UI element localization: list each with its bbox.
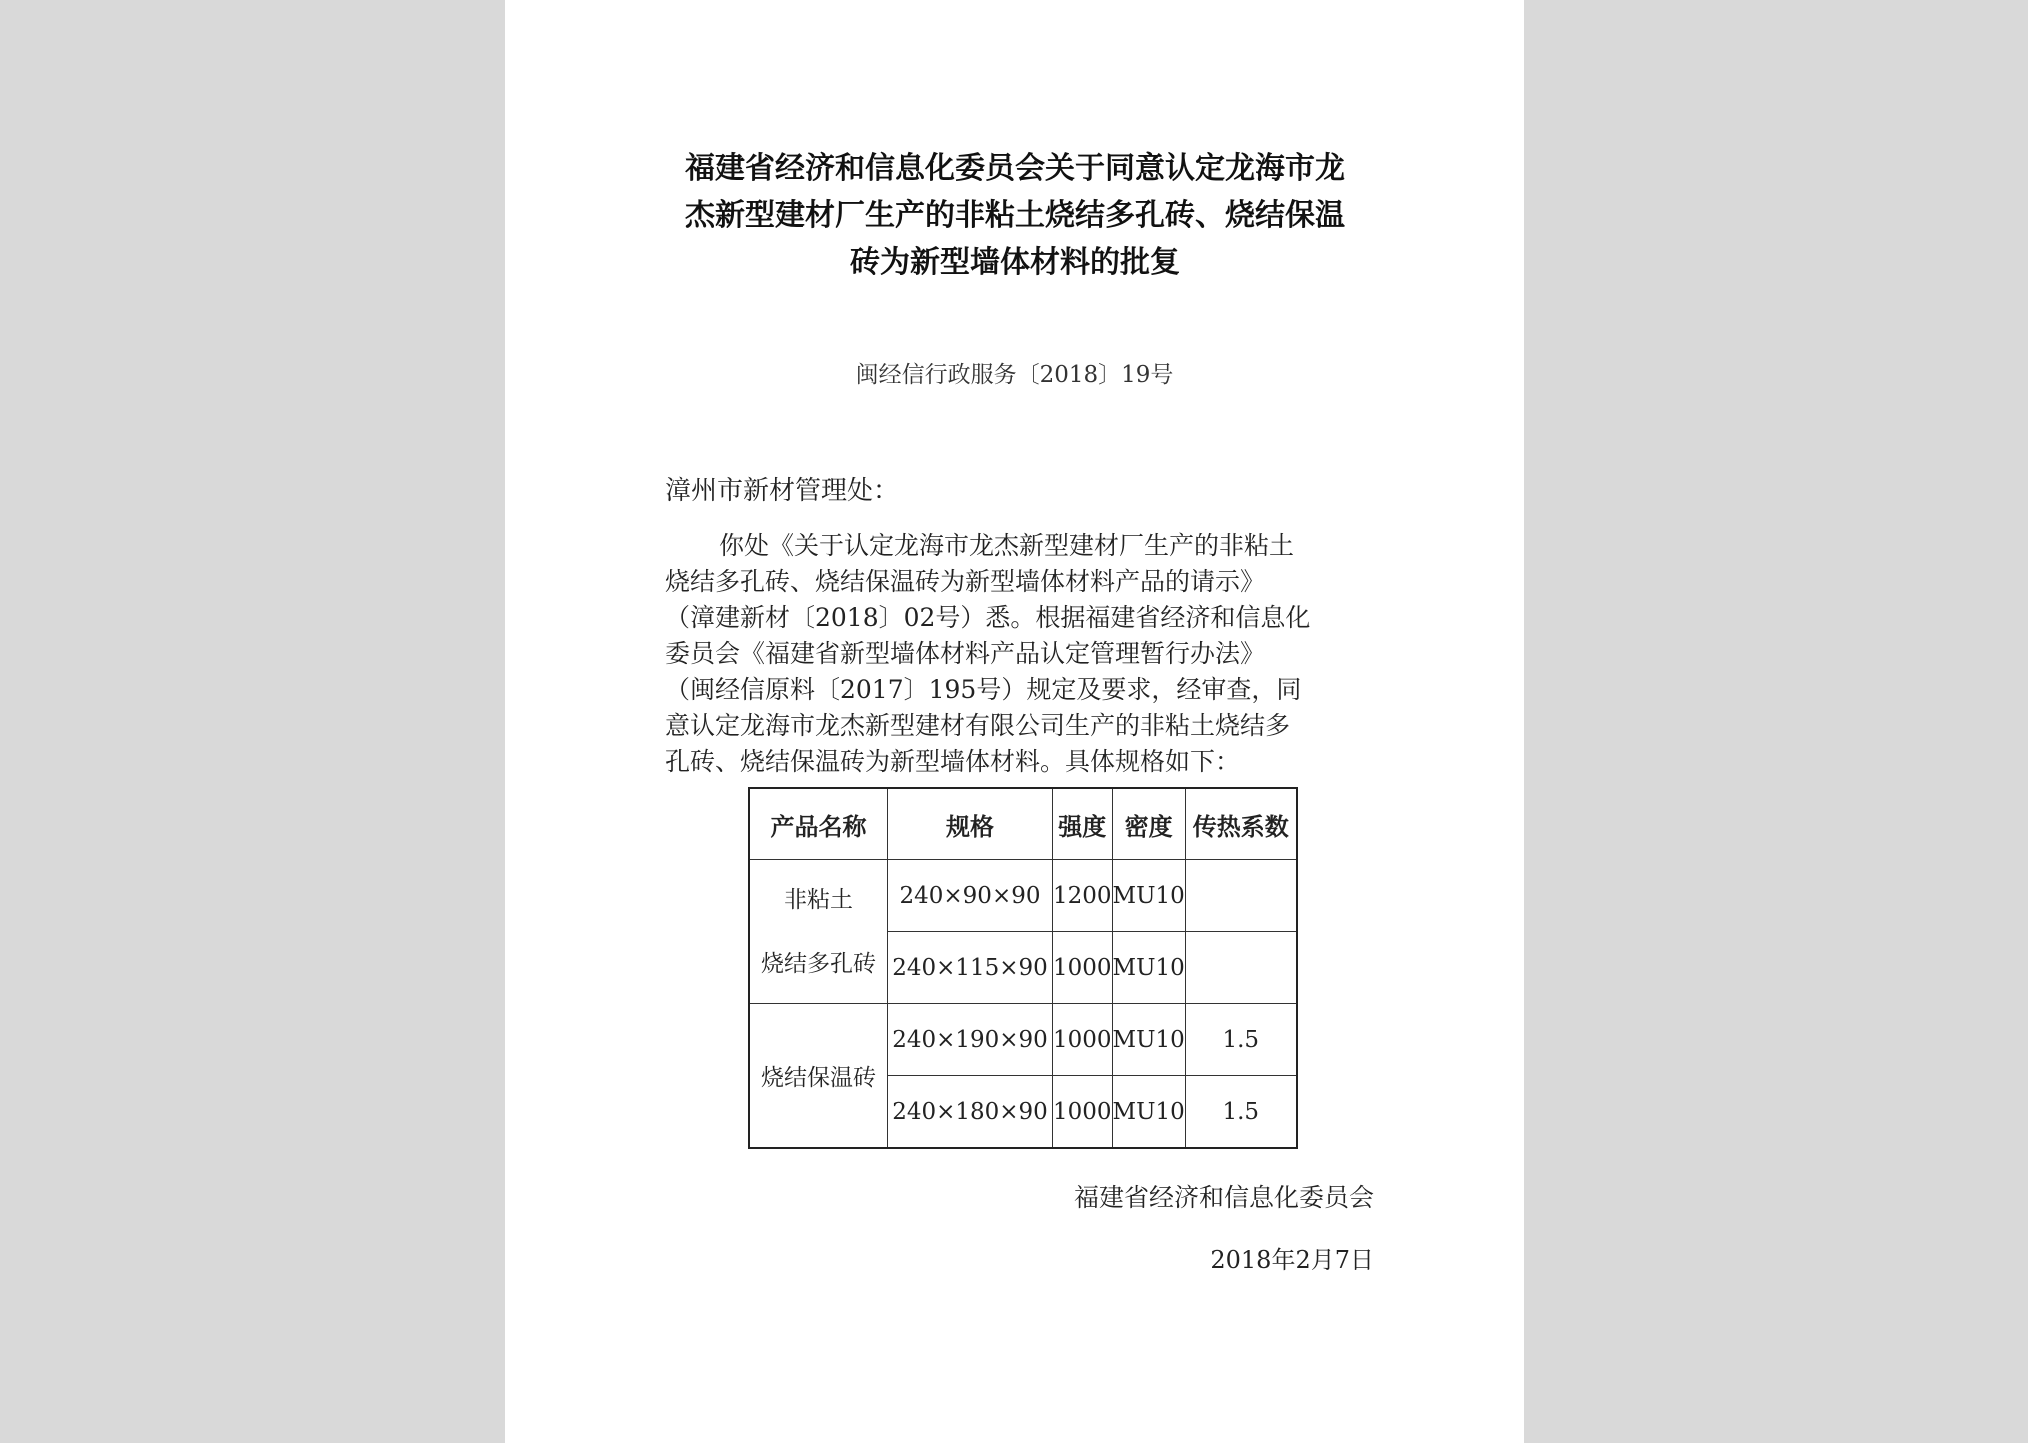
header-spec: 规格 bbox=[888, 788, 1053, 860]
strength-cell: 1200 bbox=[1053, 860, 1113, 932]
heat-transfer-cell: 1.5 bbox=[1185, 1004, 1297, 1076]
spec-cell: 240×90×90 bbox=[888, 860, 1053, 932]
document-page bbox=[505, 0, 1524, 1443]
body-line: 烧结多孔砖、烧结保温砖为新型墙体材料产品的请示》 bbox=[665, 567, 1266, 596]
table-header-row bbox=[749, 788, 1297, 860]
spec-cell: 240×115×90 bbox=[888, 932, 1053, 1004]
table-row bbox=[749, 860, 1297, 932]
body-line: （漳建新材〔2018〕02号）悉。根据福建省经济和信息化 bbox=[665, 603, 1311, 632]
specification-table bbox=[748, 787, 1298, 1149]
strength-cell: 1000 bbox=[1053, 1004, 1113, 1076]
product-name-line: 烧结多孔砖 bbox=[761, 950, 876, 977]
header-strength: 强度 bbox=[1053, 788, 1113, 860]
body-line: 你处《关于认定龙海市龙杰新型建材厂生产的非粘土 bbox=[719, 531, 1295, 560]
density-cell: MU10 bbox=[1112, 860, 1185, 932]
header-density: 密度 bbox=[1112, 788, 1185, 860]
header-product-name: 产品名称 bbox=[749, 788, 888, 860]
heat-transfer-cell: 1.5 bbox=[1185, 1076, 1297, 1149]
body-paragraph bbox=[665, 528, 1365, 780]
body-line: （闽经信原料〔2017〕195号）规定及要求，经审查，同 bbox=[665, 675, 1302, 704]
spec-cell: 240×180×90 bbox=[888, 1076, 1053, 1149]
heat-transfer-cell bbox=[1185, 860, 1297, 932]
title-line: 福建省经济和信息化委员会关于同意认定龙海市龙 bbox=[685, 151, 1345, 186]
body-line: 意认定龙海市龙杰新型建材有限公司生产的非粘土烧结多 bbox=[665, 711, 1291, 740]
title-line: 砖为新型墙体材料的批复 bbox=[850, 245, 1180, 280]
document-number: 闽经信行政服务〔2018〕19号 bbox=[855, 362, 1174, 388]
density-cell: MU10 bbox=[1112, 932, 1185, 1004]
issuer-signature: 福建省经济和信息化委员会 bbox=[1073, 1183, 1374, 1212]
issue-date: 2018年2月7日 bbox=[1210, 1246, 1374, 1274]
document-title bbox=[660, 145, 1370, 286]
product-name-line: 烧结保温砖 bbox=[761, 1065, 876, 1091]
density-cell: MU10 bbox=[1112, 1076, 1185, 1149]
title-line: 杰新型建材厂生产的非粘土烧结多孔砖、烧结保温 bbox=[685, 198, 1345, 233]
table-row bbox=[749, 1004, 1297, 1076]
body-line: 委员会《福建省新型墙体材料产品认定管理暂行办法》 bbox=[665, 639, 1266, 668]
addressee: 漳州市新材管理处： bbox=[665, 476, 900, 506]
product-name-cell bbox=[749, 1004, 888, 1149]
spec-cell: 240×190×90 bbox=[888, 1004, 1053, 1076]
strength-cell: 1000 bbox=[1053, 932, 1113, 1004]
body-line: 孔砖、烧结保温砖为新型墙体材料。具体规格如下： bbox=[665, 747, 1241, 776]
product-name-cell bbox=[749, 860, 888, 1004]
strength-cell: 1000 bbox=[1053, 1076, 1113, 1149]
density-cell: MU10 bbox=[1112, 1004, 1185, 1076]
product-name-line: 非粘土 bbox=[784, 886, 853, 913]
header-heat-transfer: 传热系数 bbox=[1185, 788, 1297, 860]
heat-transfer-cell bbox=[1185, 932, 1297, 1004]
